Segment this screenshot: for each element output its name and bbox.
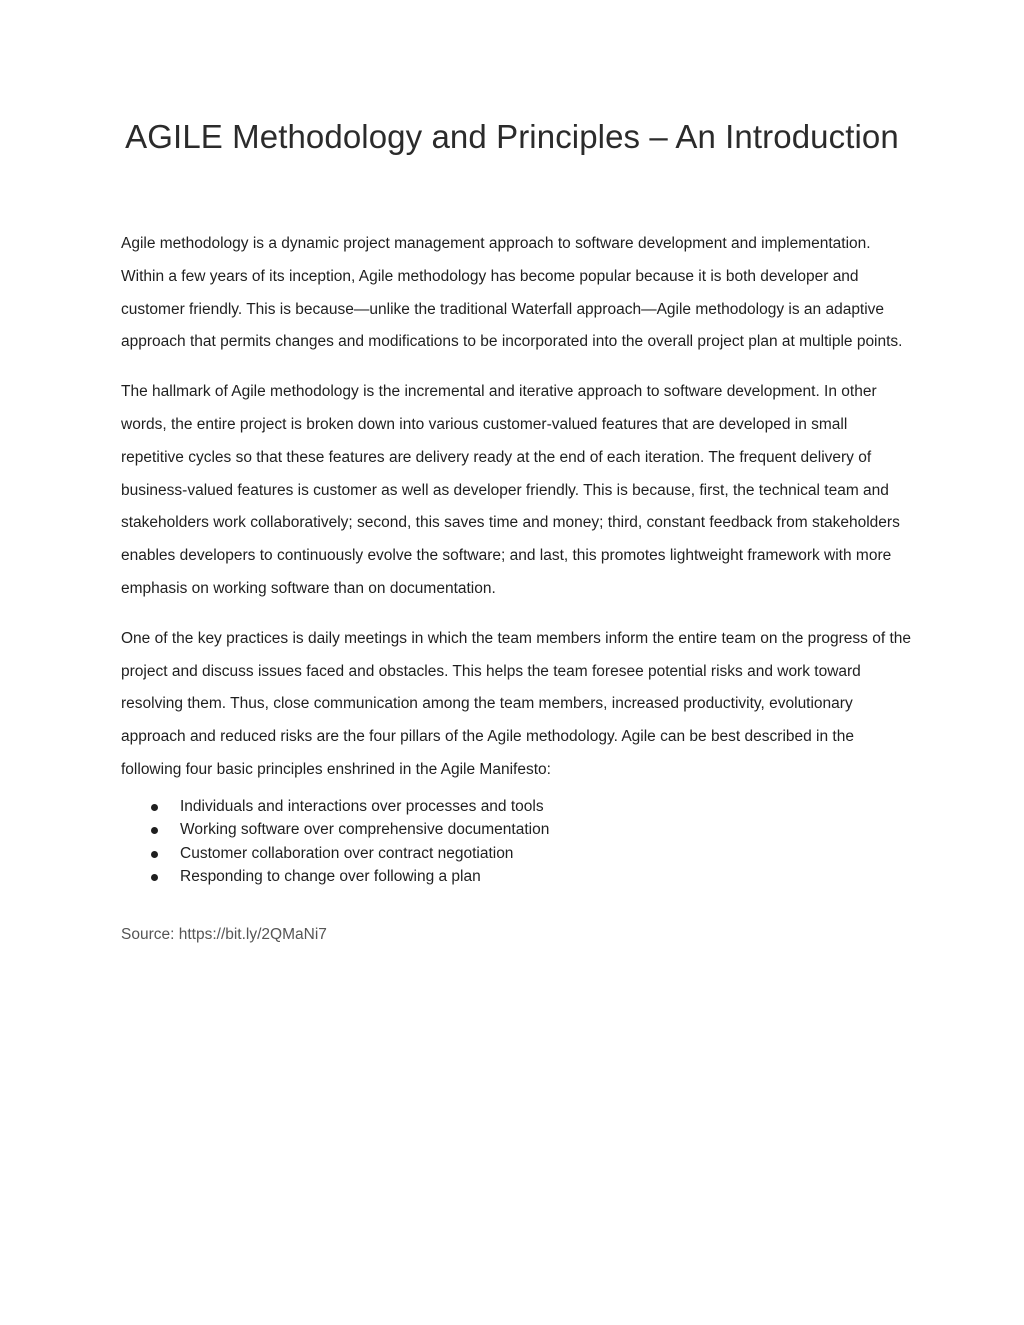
- list-item: [121, 818, 911, 842]
- list-item-text: Customer collaboration over contract negotiation: [180, 844, 514, 862]
- bullet-icon: [151, 851, 158, 858]
- list-item: [121, 842, 911, 866]
- document-body: [121, 228, 911, 947]
- list-item-text: Individuals and interactions over processes and tools: [180, 797, 544, 815]
- paragraph-key-practices: One of the key practices is daily meetings in which the team members inform the entire team on the progress of the project and discuss issues faced and obstacles. This helps the team foresee potential risks and work toward resolving them. Thus, close communication among the team members, increased productivity, evolutionary approach and reduced risks are the four pillars of the Agile methodology. Agile can be best described in the following four basic principles enshrined in the Agile Manifesto:: [121, 629, 912, 778]
- paragraph-hallmark: The hallmark of Agile methodology is the incremental and iterative approach to software development. In other words, the entire project is broken down into various customer-valued features that are developed in small repetitive cycles so that these features are delivery ready at the end of each iteration. The frequent delivery of business-valued features is customer as well as developer friendly. This is because, first, the technical team and stakeholders work collaboratively; second, this saves time and money; third, constant feedback from stakeholders enables developers to continuously evolve the software; and last, this promotes lightweight framework with more emphasis on working software than on documentation.: [121, 383, 900, 597]
- bullet-icon: [151, 874, 158, 881]
- list-item: [121, 795, 911, 819]
- list-item-text: Working software over comprehensive documentation: [180, 821, 550, 839]
- list-item: [121, 865, 911, 889]
- document-title: AGILE Methodology and Principles – An Introduction: [125, 118, 899, 155]
- source-citation: Source: https://bit.ly/2QMaNi7: [121, 925, 327, 943]
- bullet-icon: [151, 827, 158, 834]
- list-item-text: Responding to change over following a plan: [180, 868, 481, 886]
- paragraph-intro: Agile methodology is a dynamic project management approach to software development and implementation. Within a few years of its inception, Agile methodology has become popular because it is both developer and customer friendly. This is because—unlike the traditional Waterfall approach—Agile methodology is an adaptive approach that permits changes and modifications to be incorporated into the overall project plan at multiple points.: [121, 235, 903, 351]
- bullet-icon: [151, 804, 158, 811]
- principles-list: [121, 795, 911, 889]
